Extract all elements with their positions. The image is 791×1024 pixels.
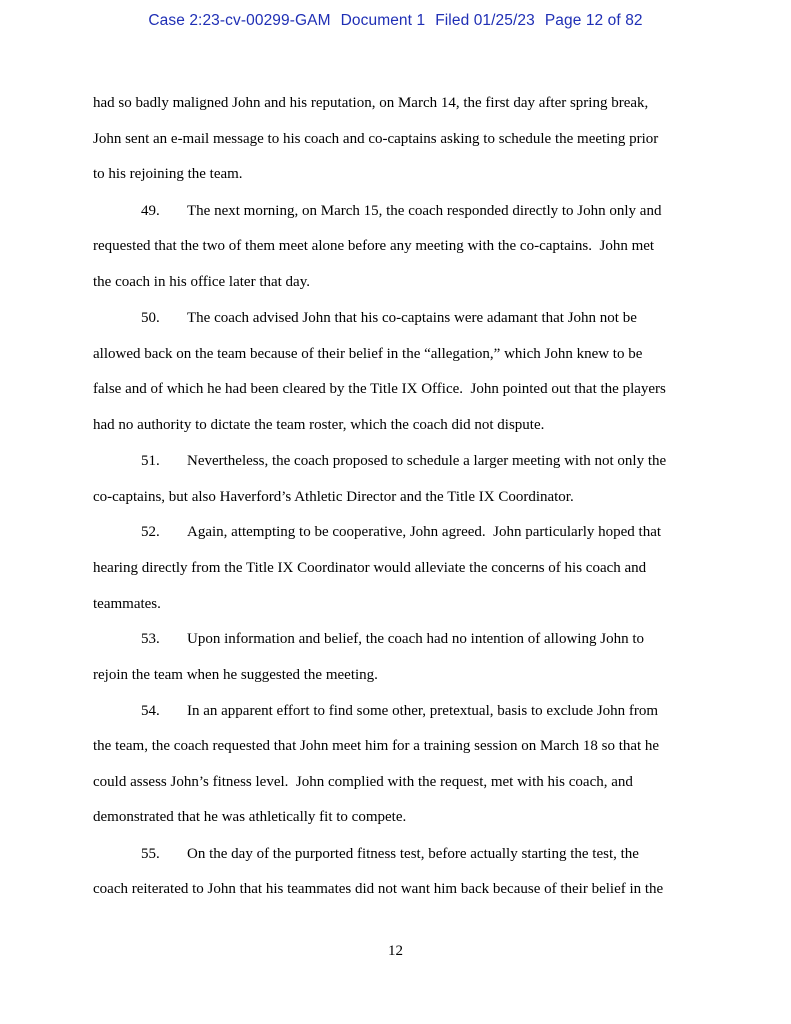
body-line: On the day of the purported fitness test, before actually starting the test, the [187, 846, 639, 862]
body-line: Nevertheless, the coach proposed to schedule a larger meeting with not only the [187, 453, 667, 469]
paragraph-number: 49. [141, 203, 160, 219]
paragraph-number: 51. [141, 453, 160, 469]
body-line: could assess John’s fitness level. John complied with the request, met with his coach, and [93, 774, 633, 790]
body-line: In an apparent effort to find some other, pretextual, basis to exclude John from [187, 703, 659, 719]
body-line: coach reiterated to John that his teammates did not want him back because of their belief in the [93, 881, 664, 897]
body-line: The next morning, on March 15, the coach responded directly to John only and [187, 203, 662, 219]
body-line: demonstrated that he was athletically fit to compete. [93, 809, 407, 825]
body-line: requested that the two of them meet alone before any meeting with the co-captains. John met [93, 238, 655, 254]
body-line: had so badly maligned John and his reputation, on March 14, the first day after spring break, [93, 95, 649, 111]
body-line: the coach in his office later that day. [93, 274, 310, 290]
body-line: to his rejoining the team. [93, 166, 243, 182]
ecf-filing-header [0, 12, 791, 30]
filed-date: Filed 01/25/23 [435, 12, 535, 29]
body-line: hearing directly from the Title IX Coordinator would alleviate the concerns of his coach and [93, 560, 647, 576]
body-line: co-captains, but also Haverford’s Athletic Director and the Title IX Coordinator. [93, 489, 574, 505]
body-line: allowed back on the team because of their belief in the “allegation,” which John knew to be [93, 346, 643, 362]
document-number: Document 1 [340, 12, 426, 29]
paragraph-number: 55. [141, 846, 160, 862]
body-line: John sent an e-mail message to his coach and co-captains asking to schedule the meeting prior [93, 131, 659, 147]
paragraph-number: 53. [141, 631, 160, 647]
body-line: teammates. [93, 596, 161, 612]
body-line: rejoin the team when he suggested the meeting. [93, 667, 378, 683]
paragraph-number: 54. [141, 703, 160, 719]
body-line: the team, the coach requested that John meet him for a training session on March 18 so that he [93, 738, 660, 754]
body-line: The coach advised John that his co-captains were adamant that John not be [187, 310, 637, 326]
body-line: Again, attempting to be cooperative, John agreed. John particularly hoped that [187, 524, 662, 540]
paragraph-number: 50. [141, 310, 160, 326]
body-line: Upon information and belief, the coach had no intention of allowing John to [187, 631, 644, 647]
page-of-total: Page 12 of 82 [544, 12, 643, 29]
page-number: 12 [388, 943, 403, 959]
body-line: had no authority to dictate the team roster, which the coach did not dispute. [93, 417, 545, 433]
case-number: Case 2:23-cv-00299-GAM [148, 12, 331, 29]
paragraph-number: 52. [141, 524, 160, 540]
body-line: false and of which he had been cleared by the Title IX Office. John pointed out that the players [93, 381, 666, 397]
